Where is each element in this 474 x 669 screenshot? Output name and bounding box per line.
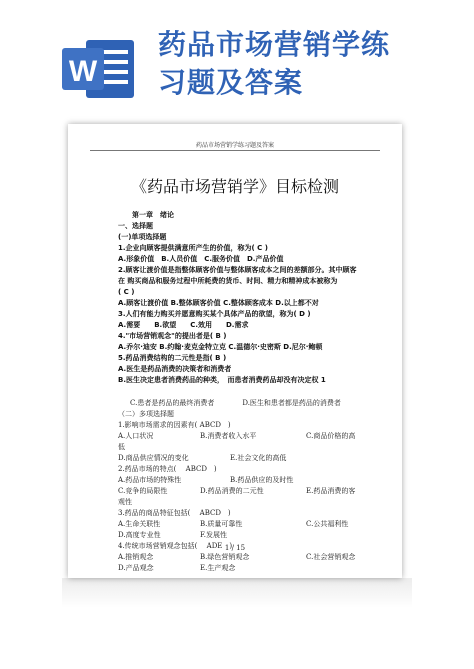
mq-1-option-c: C.商品价格的高 [306, 432, 356, 440]
question-2-line3: ( C ) [118, 288, 135, 296]
mq-4-option-b: B.绿色营销观念 [200, 553, 250, 561]
question-5-option-cd: C.患者是药品的最终消费者 D.医生和患者都是药品的消费者 [130, 399, 341, 407]
word-icon-letter: W [68, 55, 98, 88]
mq-2-option-d: D.药品消费的二元性 [200, 487, 264, 495]
mq-3-option-e: F.发展性 [200, 531, 227, 539]
mq-3-option-c: C.公共福利性 [306, 520, 349, 528]
mq-3-option-d: D.高度专业性 [118, 531, 161, 539]
mq-2-option-b: B.药品供应的及时性 [230, 476, 294, 484]
mq-2: 2.药品市场的特点( ABCD ) [118, 465, 217, 473]
mq-1-option-b: B.消费者收入水平 [200, 432, 257, 440]
document-page [68, 124, 402, 578]
mq-4-option-a: A.推销观念 [118, 553, 154, 561]
mq-3: 3.药品的商品特征包括( ABCD ) [118, 509, 231, 517]
header-rule [90, 150, 380, 151]
banner [0, 0, 474, 118]
document-title: 《药品市场营销学》目标检测 [130, 177, 339, 196]
question-3: 3.人们有能力购买并愿意购买某个具体产品的欲望，称为( D ) [118, 310, 311, 318]
mq-2-options-row2 [118, 486, 388, 497]
mq-4-option-c: C.社会营销观念 [306, 553, 356, 561]
paper-shadow [62, 578, 412, 608]
mq-1-option-d: D.商品供应情况的变化 [118, 454, 189, 462]
subsection-multiple-choice: （二）多项选择题 [118, 410, 174, 418]
mq-2-options-row1 [118, 475, 388, 486]
question-2-line2: 在 购买商品和服务过程中所耗费的货币、时间、精力和精神成本被称为 [118, 277, 338, 285]
mq-3-options-row2 [118, 530, 388, 541]
mq-3-options-row1 [118, 519, 388, 530]
banner-title-line1: 药品市场营销学练 [158, 28, 391, 61]
mq-1-options-row1 [118, 431, 388, 442]
mq-1-option-e: E.社会文化的高低 [230, 454, 287, 462]
question-2-options: A.顾客让渡价值 B.整体顾客价值 C.整体顾客成本 D.以上都不对 [118, 299, 319, 307]
mq-1-options-row2 [118, 453, 388, 464]
document-body [118, 210, 388, 574]
question-4: 4."市场营销观念"的提出者是( B ) [118, 332, 227, 340]
mq-2-option-e-cont: 观性 [118, 498, 132, 506]
question-5: 5.药品消费结构的二元性是指( B ) [118, 354, 227, 362]
question-5-option-a: A.医生是药品消费的决策者和消费者 [118, 365, 232, 373]
mq-3-option-b: B.质量可靠性 [200, 520, 243, 528]
mq-1: 1.影响市场需求的因素有( ABCD ) [118, 421, 231, 429]
question-5-option-b: B.医生决定患者消费药品的种类， 而患者消费药品却没有决定权 1 [118, 376, 326, 384]
banner-title-line2: 习题及答案 [158, 66, 304, 99]
question-4-options: A.乔尔·迪安 B.约翰·麦克金特立克 C.温德尔·史密斯 D.尼尔·鲍顿 [118, 343, 323, 351]
mq-1-option-c-cont: 低 [118, 443, 125, 451]
mq-4-option-e: E.生产观念 [200, 564, 236, 572]
question-1: 1.企业向顾客提供满意所产生的价值，称为( C ) [118, 244, 268, 252]
running-header: 药品市场营销学练习题及答案 [195, 142, 274, 149]
banner-title [158, 26, 458, 102]
mq-4-option-d: D.产品观念 [118, 564, 154, 572]
question-1-options: A.形象价值 B.人员价值 C.服务价值 D.产品价值 [118, 255, 284, 263]
mq-1-option-a: A.人口状况 [118, 432, 154, 440]
mq-2-option-a: A.药品市场的特殊性 [118, 476, 182, 484]
mq-4: 4.传统市场营销观念包括( ADE ) [118, 542, 233, 550]
chapter-heading: 第一章 绪论 [132, 211, 174, 219]
page-number: 1 / 15 [224, 544, 246, 552]
mq-2-option-e: E.药品消费的客 [306, 487, 356, 495]
question-3-options: A.需要 B.欲望 C.效用 D.需求 [118, 321, 249, 329]
word-document-icon [60, 38, 136, 100]
mq-2-option-c: C.竞争的局限性 [118, 487, 168, 495]
mq-4-options-row1 [118, 552, 388, 563]
subsection-single-choice: (一)单项选择题 [118, 233, 167, 241]
mq-3-option-a: A.生命关联性 [118, 520, 161, 528]
question-2-line1: 2.顾客让渡价值是指整体顾客价值与整体顾客成本之间的差额部分。其中顾客 [118, 266, 357, 274]
section-heading: 一、选择题 [118, 222, 153, 230]
mq-4-options-row2 [118, 563, 388, 574]
